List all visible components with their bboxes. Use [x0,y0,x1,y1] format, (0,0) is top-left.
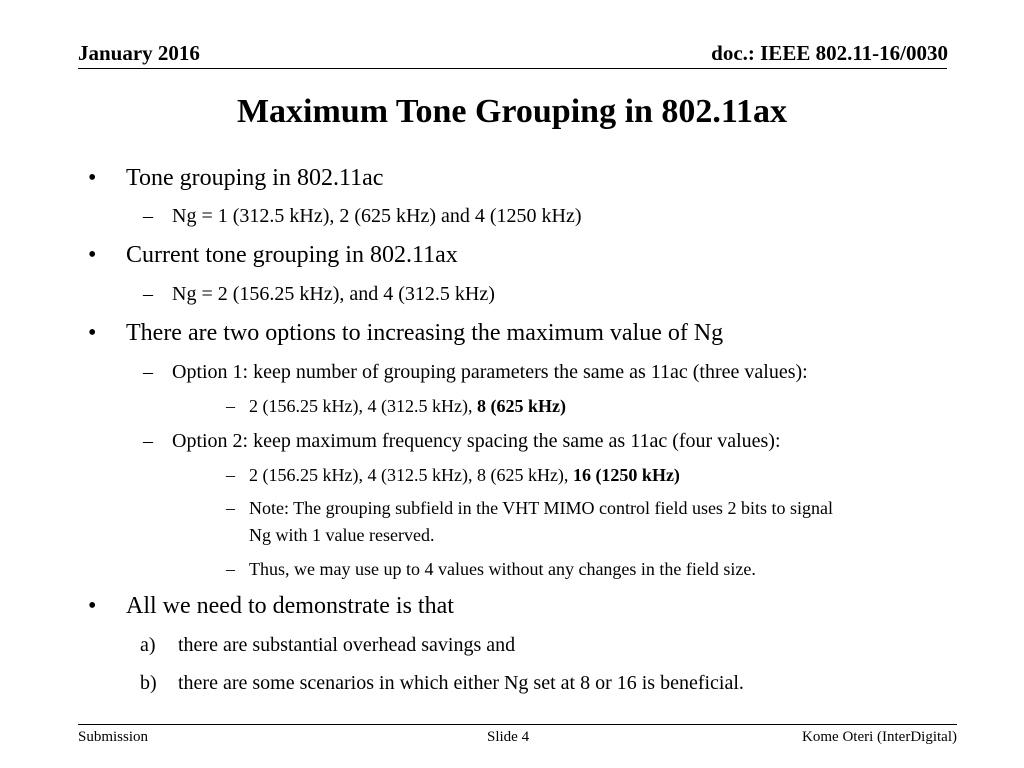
dash-marker: – [143,361,153,383]
demonstrate-item-b: there are some scenarios in which either Ng set at 8 or 16 is beneficial. [178,672,744,694]
option-1-values [249,395,566,417]
bullet-current-tone-grouping-11ax: Current tone grouping in 802.11ax [126,242,458,268]
dash-marker: – [226,559,235,579]
bullet-marker: • [88,593,97,619]
bullet-tone-grouping-11ac: Tone grouping in 802.11ac [126,165,384,191]
footer-divider [78,724,957,725]
option-2-note-line-2: Ng with 1 value reserved. [249,525,435,545]
bullet-marker: • [88,320,97,346]
bullet-demonstrate: All we need to demonstrate is that [126,593,454,619]
option-2-values [249,464,680,486]
option-2-thus: Thus, we may use up to 4 values without any changes in the field size. [249,559,756,579]
bullet-marker: • [88,165,97,191]
bullet-marker: • [88,242,97,268]
option-2-values-bold: 16 (1250 kHz) [572,465,680,485]
footer-author: Kome Oteri (InterDigital) [802,729,957,745]
dash-marker: – [143,430,153,452]
sub-option-1: Option 1: keep number of grouping parameters the same as 11ac (three values): [172,361,808,383]
dash-marker: – [226,396,235,416]
dash-marker: – [143,205,153,227]
sub-option-2: Option 2: keep maximum frequency spacing the same as 11ac (four values): [172,430,781,452]
header-doc-id: doc.: IEEE 802.11-16/0030 [711,41,948,65]
bullet-two-options: There are two options to increasing the maximum value of Ng [126,320,724,346]
sub-ng-11ax-values: Ng = 2 (156.25 kHz), and 4 (312.5 kHz) [172,283,495,305]
option-2-values-prefix: 2 (156.25 kHz), 4 (312.5 kHz), 8 (625 kHz), [249,465,573,485]
sub-ng-11ac-values: Ng = 1 (312.5 kHz), 2 (625 kHz) and 4 (1250 kHz) [172,205,582,227]
list-marker-a: a) [140,634,156,656]
header-date: January 2016 [78,41,200,65]
dash-marker: – [226,498,235,518]
footer-submission: Submission [78,729,149,745]
demonstrate-item-a: there are substantial overhead savings and [178,634,516,656]
footer-slide-number: Slide 4 [487,729,530,745]
option-1-values-bold: 8 (625 kHz) [476,396,566,416]
dash-marker: – [226,465,235,485]
dash-marker: – [143,283,153,305]
header-divider [78,68,947,69]
slide-title: Maximum Tone Grouping in 802.11ax [236,93,788,130]
list-marker-b: b) [140,672,157,694]
option-2-note-line-1: Note: The grouping subfield in the VHT MIMO control field uses 2 bits to signal [249,498,833,518]
option-1-values-prefix: 2 (156.25 kHz), 4 (312.5 kHz), [249,396,477,416]
